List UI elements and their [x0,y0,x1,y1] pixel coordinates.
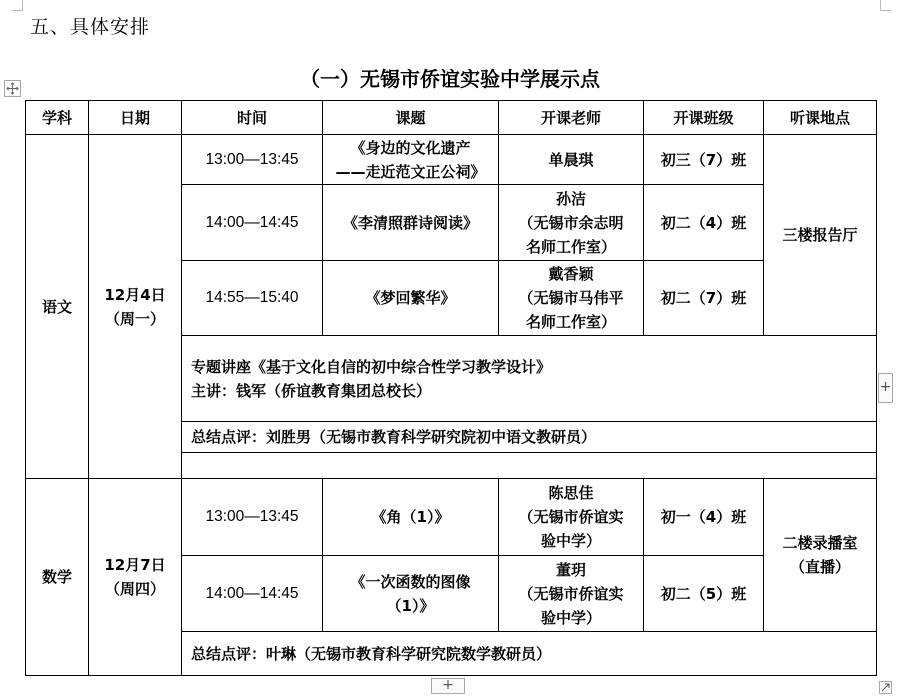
header-date: 日期 [89,101,182,135]
session-teacher [499,556,644,632]
page-corner-mark-left [12,0,23,11]
topic-line: 《李清照群诗阅读》 [342,213,478,232]
chinese-venue-cell: 三楼报告厅 [764,135,877,336]
table-title: （一）无锡市侨谊实验中学展示点 [300,67,600,91]
topic-line: （1）》 [386,596,435,615]
session-class: 初一（4）班 [644,479,764,556]
math-venue-line: 二楼录播室 [782,534,858,552]
session-topic [323,261,499,336]
teacher-affiliation: （无锡市侨谊实 [518,584,624,603]
topic-line: ——走近范文正公祠》 [335,162,486,181]
teacher-name: 孙洁 [555,189,586,208]
chinese-date-line: 12月4日 [104,285,166,304]
teacher-name: 陈思佳 [548,484,594,502]
table-row [26,479,877,556]
chinese-date-cell [89,135,182,479]
teacher-affiliation: 名师工作室） [525,313,616,331]
table-resize-handle-icon[interactable] [879,679,892,692]
add-row-button[interactable]: + [431,678,465,694]
session-teacher [499,135,644,185]
topic-line: 《角（1）》 [371,508,450,526]
teacher-affiliation: 名师工作室） [525,237,616,256]
session-class: 初二（7）班 [644,261,764,336]
teacher-name: 戴香颖 [548,265,594,283]
session-topic [323,479,499,556]
session-topic [323,556,499,632]
lecture-cell [182,336,877,422]
topic-line: 《梦回繁华》 [365,289,456,307]
add-column-button[interactable]: + [878,373,893,403]
session-teacher [499,261,644,336]
session-class: 初二（5）班 [644,556,764,632]
session-teacher [499,185,644,261]
session-time: 14:00—14:45 [182,185,323,261]
session-topic [323,135,499,185]
table-row [26,135,877,185]
math-date-line: 12月7日 [104,556,166,574]
header-row [26,101,877,135]
math-subject-cell: 数学 [26,479,89,676]
teacher-affiliation: 验中学） [540,532,601,550]
table-move-handle-icon[interactable] [4,80,21,97]
page-corner-mark-right [880,0,891,11]
session-time: 14:00—14:45 [182,556,323,632]
teacher-affiliation: （无锡市余志明 [518,213,624,232]
section-heading: 五、具体安排 [30,16,151,38]
math-venue-note: （直播） [789,558,850,576]
header-teacher: 开课老师 [499,101,644,135]
schedule-table [25,100,877,676]
teacher-affiliation: 验中学） [540,608,601,627]
session-time: 13:00—13:45 [182,479,323,556]
header-venue: 听课地点 [764,101,877,135]
chinese-subject-cell: 语文 [26,135,89,479]
session-class: 初三（7）班 [644,135,764,185]
math-summary-cell: 总结点评：叶琳（无锡市教育科学研究院数学教研员） [182,632,877,676]
empty-cell [182,453,877,479]
chinese-weekday-line: （周一） [104,309,165,328]
session-time: 14:55—15:40 [182,261,323,336]
session-teacher [499,479,644,556]
session-class: 初二（4）班 [644,185,764,261]
topic-line: 《身边的文化遗产 [350,138,471,157]
lecture-title: 专题讲座《基于文化自信的初中综合性学习教学设计》 [191,357,552,376]
math-weekday-line: （周四） [104,580,165,598]
header-subject: 学科 [26,101,89,135]
math-venue-cell [764,479,877,632]
lecture-speaker: 主讲：钱军（侨谊教育集团总校长） [191,381,432,400]
teacher-name: 单晨琪 [548,150,594,169]
session-topic [323,185,499,261]
header-class: 开课班级 [644,101,764,135]
teacher-affiliation: （无锡市侨谊实 [518,508,624,526]
chinese-summary-cell: 总结点评：刘胜男（无锡市教育科学研究院初中语文教研员） [182,422,877,453]
session-time: 13:00—13:45 [182,135,323,185]
header-time: 时间 [182,101,323,135]
math-date-cell [89,479,182,676]
topic-line: 《一次函数的图像 [350,572,471,591]
teacher-affiliation: （无锡市马伟平 [518,289,624,307]
header-topic: 课题 [323,101,499,135]
teacher-name: 董玥 [555,560,586,579]
